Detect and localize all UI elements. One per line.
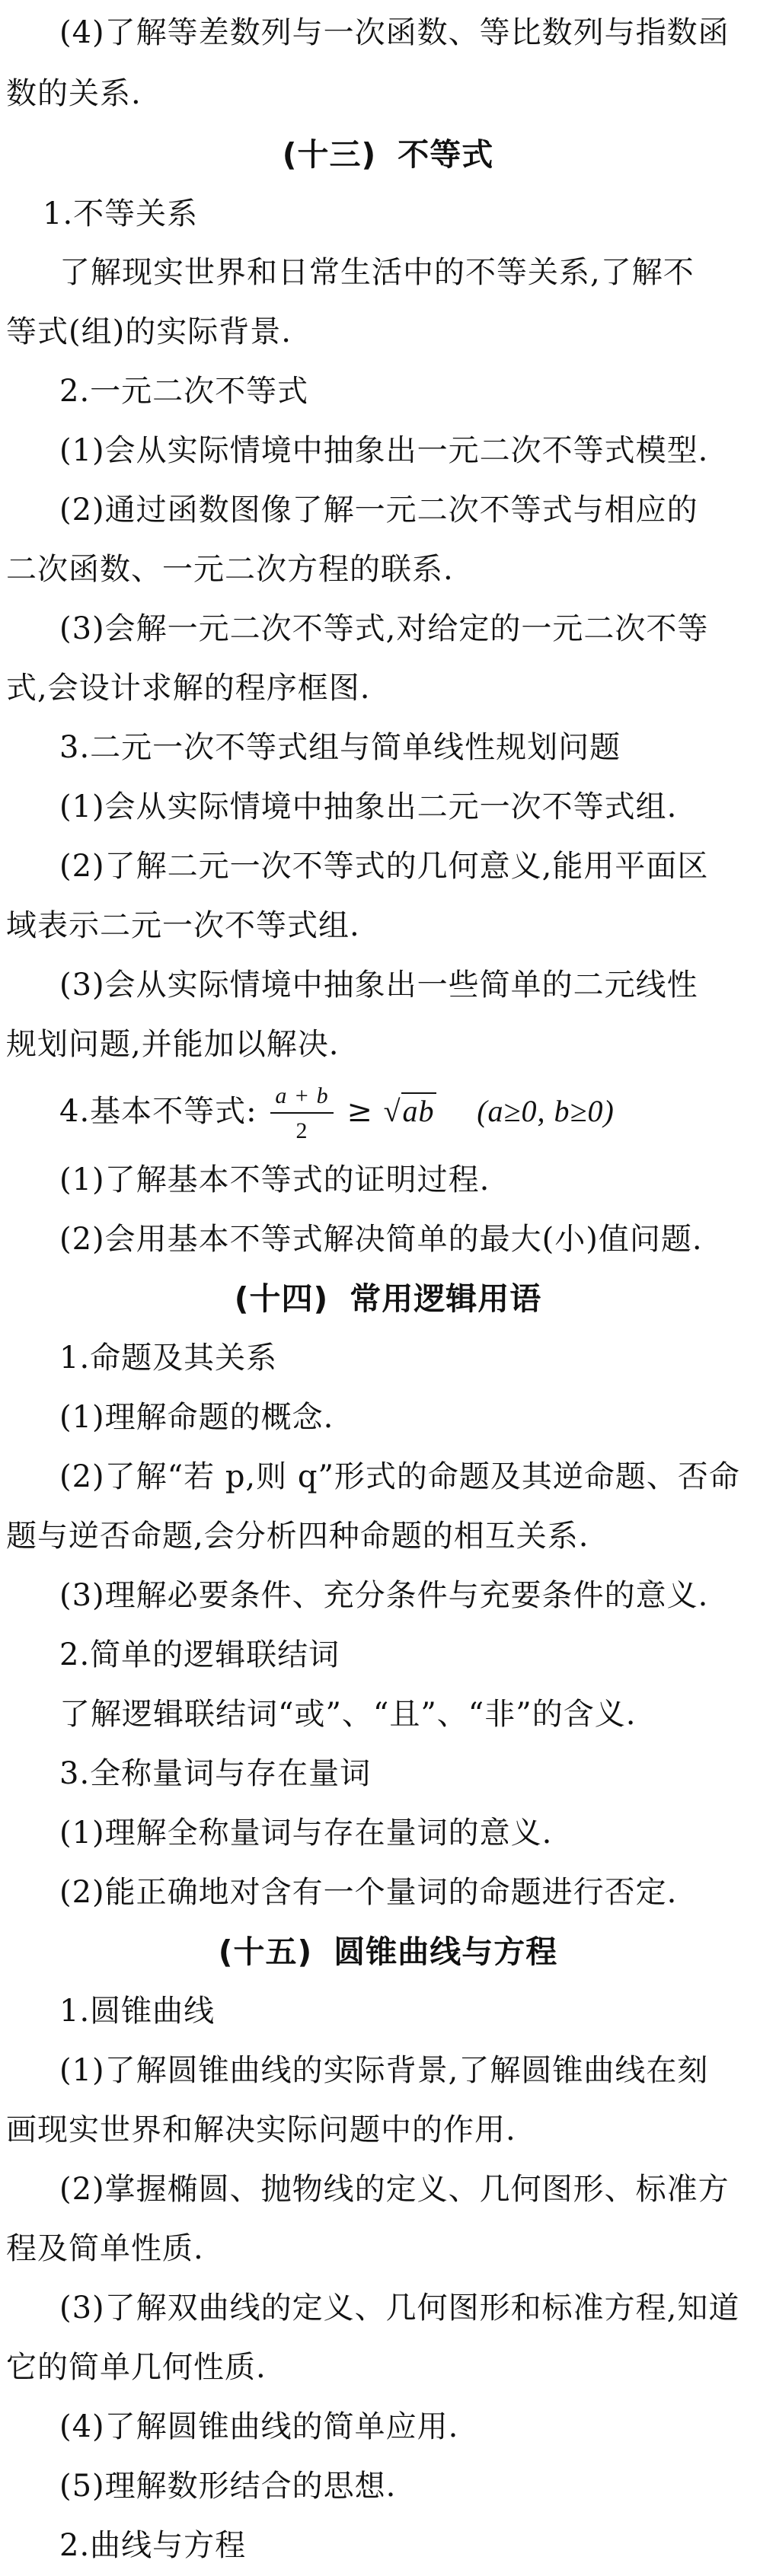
text-line: (2)了解“若 p,则 q”形式的命题及其逆命题、否命 — [59, 1459, 740, 1494]
text-line: (1)理解命题的概念. — [59, 1400, 334, 1435]
fraction-denominator: 2 — [295, 1118, 308, 1143]
section-title: 圆锥曲线与方程 — [334, 1934, 558, 1970]
text-line: 它的简单几何性质. — [6, 2350, 267, 2385]
text-line: (2)掌握椭圆、抛物线的定义、几何图形、标准方 — [59, 2172, 730, 2207]
text-line: (2)能正确地对含有一个量词的命题进行否定. — [59, 1875, 678, 1910]
text-line: 等式(组)的实际背景. — [6, 314, 292, 349]
section-title: 常用逻辑用语 — [350, 1280, 542, 1317]
text-line: 二次函数、一元二次方程的联系. — [6, 552, 454, 587]
section-heading — [0, 124, 776, 185]
section-number: (十三) — [282, 136, 377, 173]
text-line: (1)会从实际情境中抽象出一元二次不等式模型. — [59, 433, 709, 468]
radical-sign: √ — [383, 1094, 401, 1128]
text-line: (1)了解圆锥曲线的实际背景,了解圆锥曲线在刻 — [59, 2053, 709, 2088]
radicand: ab — [402, 1094, 435, 1128]
fraction — [270, 1085, 333, 1143]
text-line: 域表示二元一次不等式组. — [6, 908, 360, 943]
square-root — [384, 1073, 436, 1149]
text-line: 规划问题,并能加以解决. — [6, 1027, 340, 1062]
text-line: 2.简单的逻辑联结词 — [59, 1637, 340, 1672]
text-line: 1.不等关系 — [43, 196, 199, 231]
text-line: (4)了解圆锥曲线的简单应用. — [59, 2409, 459, 2444]
text-line: (4)了解等差数列与一次函数、等比数列与指数函 — [59, 15, 730, 50]
text-line: (1)理解全称量词与存在量词的意义. — [59, 1816, 553, 1851]
text-line: 题与逆否命题,会分析四种命题的相互关系. — [6, 1519, 589, 1554]
text-line: (2)会用基本不等式解决简单的最大(小)值问题. — [59, 1222, 703, 1257]
section-heading — [0, 1268, 776, 1329]
text-line: 了解现实世界和日常生活中的不等关系,了解不 — [59, 255, 695, 290]
inequality-condition: (a≥0, b≥0) — [477, 1094, 615, 1128]
text-line: 2.曲线与方程 — [59, 2528, 247, 2563]
fraction-numerator: a + b — [270, 1085, 333, 1114]
text-line: (1)了解基本不等式的证明过程. — [59, 1162, 490, 1197]
text-line: 数的关系. — [6, 76, 142, 111]
basic-inequality-line — [0, 1073, 776, 1149]
text-line: (5)理解数形结合的思想. — [59, 2469, 397, 2504]
basic-inequality-label: 4.基本不等式: — [59, 1094, 257, 1129]
section-number: (十五) — [218, 1934, 313, 1970]
text-line: (3)理解必要条件、充分条件与充要条件的意义. — [59, 1578, 709, 1613]
text-line: 1.圆锥曲线 — [59, 1994, 216, 2029]
text-line: 了解逻辑联结词“或”、“且”、“非”的含义. — [59, 1697, 637, 1732]
section-number: (十四) — [234, 1280, 329, 1317]
text-line: 2.一元二次不等式 — [59, 374, 309, 409]
text-line: (3)会从实际情境中抽象出一些简单的二元线性 — [59, 968, 698, 1003]
text-line: (2)了解二元一次不等式的几何意义,能用平面区 — [59, 849, 709, 884]
text-line: 3.全称量词与存在量词 — [59, 1756, 372, 1791]
text-line: (3)会解一元二次不等式,对给定的一元二次不等 — [59, 611, 709, 646]
section-heading — [0, 1921, 776, 1982]
text-line: 式,会设计求解的程序框图. — [6, 671, 371, 706]
text-line: (2)通过函数图像了解一元二次不等式与相应的 — [59, 493, 698, 528]
text-line: 1.命题及其关系 — [59, 1341, 278, 1376]
relation-symbol: ≥ — [346, 1094, 373, 1129]
text-line: 程及简单性质. — [6, 2231, 204, 2266]
section-title: 不等式 — [398, 136, 494, 173]
text-line: (3)了解双曲线的定义、几何图形和标准方程,知道 — [59, 2291, 740, 2326]
text-line: 3.二元一次不等式组与简单线性规划问题 — [59, 730, 621, 765]
text-line: (1)会从实际情境中抽象出二元一次不等式组. — [59, 789, 678, 824]
text-line: 画现实世界和解决实际问题中的作用. — [6, 2112, 516, 2147]
